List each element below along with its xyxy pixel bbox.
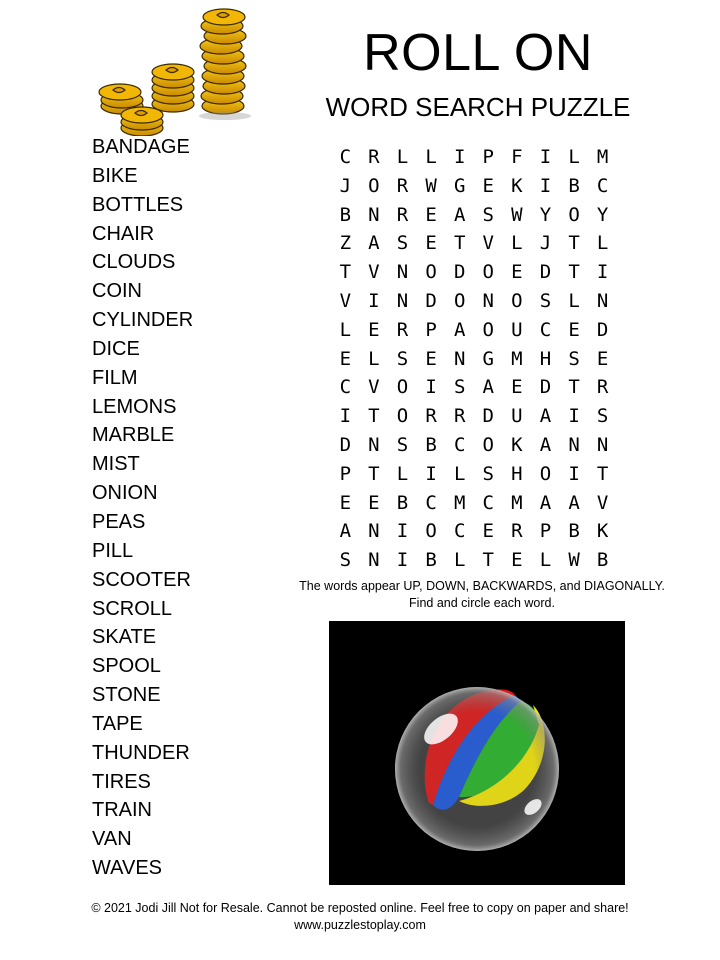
grid-letter[interactable]: T <box>453 232 466 255</box>
grid-letter[interactable]: E <box>368 318 380 341</box>
grid-letter[interactable]: N <box>368 203 380 226</box>
grid-letter[interactable]: E <box>339 347 352 370</box>
word-list-item: CYLINDER <box>92 309 194 332</box>
grid-row <box>331 229 617 258</box>
grid-row <box>331 489 617 518</box>
grid-letter[interactable]: L <box>396 146 409 168</box>
grid-letter[interactable]: A <box>453 318 466 341</box>
grid-letter[interactable]: L <box>453 549 466 572</box>
grid-letter[interactable]: K <box>596 520 609 543</box>
grid-letter[interactable]: I <box>425 462 437 485</box>
grid-letter[interactable]: L <box>539 549 552 572</box>
grid-letter[interactable]: B <box>425 549 437 572</box>
instructions-line-2: Find and circle each word. <box>409 596 555 610</box>
grid-letter[interactable]: S <box>339 549 352 572</box>
grid-letter[interactable]: Y <box>596 203 609 226</box>
grid-letter[interactable]: I <box>539 146 552 168</box>
page-title: ROLL ON <box>363 24 593 82</box>
grid-letter[interactable]: B <box>568 174 580 197</box>
grid-letter[interactable]: P <box>482 146 494 168</box>
instructions <box>288 578 676 612</box>
grid-letter[interactable]: N <box>368 433 380 456</box>
grid-letter[interactable]: S <box>396 433 409 456</box>
grid-letter[interactable]: I <box>539 174 552 197</box>
grid-letter[interactable]: M <box>596 146 609 168</box>
grid-row <box>331 460 617 489</box>
grid-letter[interactable]: B <box>596 549 609 572</box>
grid-letter[interactable]: D <box>453 261 466 284</box>
grid-letter[interactable]: E <box>425 347 437 370</box>
letter-grid <box>331 143 617 575</box>
grid-letter[interactable]: I <box>368 289 380 312</box>
grid-letter[interactable]: Y <box>539 203 552 226</box>
grid-letter[interactable]: N <box>568 433 580 456</box>
grid-row <box>331 258 617 287</box>
grid-letter[interactable]: C <box>596 174 609 197</box>
grid-letter[interactable]: S <box>396 347 409 370</box>
grid-letter[interactable]: E <box>482 174 494 197</box>
grid-letter[interactable]: E <box>511 261 523 284</box>
glass-marble-icon <box>329 621 625 885</box>
grid-letter[interactable]: L <box>453 462 466 485</box>
grid-letter[interactable]: V <box>596 491 609 514</box>
grid-letter[interactable]: V <box>482 232 494 255</box>
word-list-item: CHAIR <box>92 222 155 245</box>
grid-letter[interactable]: B <box>396 491 409 514</box>
grid-row <box>331 431 617 460</box>
grid-letter[interactable]: L <box>568 289 580 312</box>
grid-letter[interactable]: T <box>568 261 580 284</box>
grid-letter[interactable]: O <box>511 289 523 312</box>
grid-letter[interactable]: P <box>339 462 352 485</box>
grid-letter[interactable]: R <box>396 203 409 226</box>
grid-letter[interactable]: K <box>511 433 523 456</box>
grid-letter[interactable]: I <box>568 405 580 428</box>
word-list-item: DICE <box>92 337 140 360</box>
grid-row <box>331 373 617 402</box>
grid-letter[interactable]: A <box>453 203 466 226</box>
grid-letter[interactable]: A <box>539 405 552 428</box>
grid-letter[interactable]: S <box>596 405 609 428</box>
grid-letter[interactable]: W <box>425 174 437 197</box>
grid-letter[interactable]: B <box>339 203 352 226</box>
grid-letter[interactable]: E <box>482 520 494 543</box>
word-list-item: WAVES <box>92 857 163 880</box>
grid-letter[interactable]: K <box>511 174 523 197</box>
grid-letter[interactable]: O <box>482 261 494 284</box>
grid-letter[interactable]: O <box>482 433 494 456</box>
grid-letter[interactable]: I <box>396 549 409 572</box>
grid-letter[interactable]: I <box>596 261 609 284</box>
grid-letter[interactable]: M <box>511 491 523 514</box>
grid-letter[interactable]: O <box>425 520 437 543</box>
grid-letter[interactable]: D <box>482 405 494 428</box>
grid-letter[interactable]: D <box>539 261 552 284</box>
grid-letter[interactable]: N <box>396 261 409 284</box>
grid-letter[interactable]: L <box>511 232 523 255</box>
grid-letter[interactable]: O <box>368 174 380 197</box>
word-list-item: MIST <box>92 453 140 476</box>
word-list-item: PILL <box>92 539 134 562</box>
grid-letter[interactable]: T <box>568 232 580 255</box>
grid-letter[interactable]: T <box>482 549 494 572</box>
grid-letter[interactable]: J <box>539 232 552 255</box>
word-list-item: SPOOL <box>92 655 161 678</box>
grid-letter[interactable]: Z <box>339 232 352 255</box>
grid-letter[interactable]: W <box>568 549 580 572</box>
grid-letter[interactable]: R <box>368 146 380 168</box>
grid-letter[interactable]: V <box>368 261 380 284</box>
grid-letter[interactable]: L <box>568 146 580 168</box>
word-list-item: CLOUDS <box>92 251 176 274</box>
grid-letter[interactable]: T <box>568 376 580 399</box>
grid-row <box>331 546 617 575</box>
grid-letter[interactable]: P <box>539 520 552 543</box>
grid-letter[interactable]: E <box>425 232 437 255</box>
grid-letter[interactable]: S <box>396 232 409 255</box>
grid-letter[interactable]: C <box>453 433 466 456</box>
grid-letter[interactable]: R <box>453 405 466 428</box>
grid-letter[interactable]: O <box>396 376 409 399</box>
grid-row <box>331 345 617 374</box>
grid-letter[interactable]: E <box>511 549 523 572</box>
word-list-item: TRAIN <box>92 799 152 822</box>
website-link: www.puzzlestoplay.com <box>294 918 426 932</box>
grid-letter[interactable]: C <box>339 146 352 168</box>
grid-letter[interactable]: E <box>339 491 352 514</box>
grid-letter[interactable]: W <box>511 203 523 226</box>
grid-letter[interactable]: E <box>368 491 380 514</box>
word-list-item: PEAS <box>92 510 146 533</box>
grid-row <box>331 402 617 431</box>
word-list-item: COIN <box>92 280 142 303</box>
grid-letter[interactable]: V <box>368 376 380 399</box>
grid-letter[interactable]: L <box>396 462 409 485</box>
grid-row <box>331 201 617 230</box>
grid-letter[interactable]: N <box>482 289 494 312</box>
grid-row <box>331 143 617 172</box>
grid-letter[interactable]: M <box>511 347 523 370</box>
grid-letter[interactable]: O <box>539 462 552 485</box>
grid-letter[interactable]: O <box>453 289 466 312</box>
grid-letter[interactable]: N <box>596 433 609 456</box>
grid-row <box>331 517 617 546</box>
grid-letter[interactable]: M <box>453 491 466 514</box>
grid-letter[interactable]: S <box>482 462 494 485</box>
instructions-line-1: The words appear UP, DOWN, BACKWARDS, and DIAGONALLY. <box>299 579 665 593</box>
word-list-item: SKATE <box>92 626 157 649</box>
grid-letter[interactable]: F <box>511 146 523 168</box>
grid-letter[interactable]: D <box>596 318 609 341</box>
word-list-item: ONION <box>92 482 158 505</box>
word-list-item: LEMONS <box>92 395 177 418</box>
grid-letter[interactable]: I <box>396 520 409 543</box>
grid-letter[interactable]: L <box>596 232 609 255</box>
word-list-item: SCROLL <box>92 597 173 620</box>
grid-letter[interactable]: B <box>568 520 580 543</box>
word-list-item: FILM <box>92 366 138 389</box>
grid-letter[interactable]: B <box>425 433 437 456</box>
grid-letter[interactable]: A <box>539 433 552 456</box>
word-list-item: BOTTLES <box>92 193 184 216</box>
grid-letter[interactable]: O <box>482 318 494 341</box>
word-list-item: SCOOTER <box>92 568 191 591</box>
grid-letter[interactable]: S <box>453 376 466 399</box>
grid-letter[interactable]: T <box>368 462 380 485</box>
word-list-item: TAPE <box>92 712 143 735</box>
marble-image <box>329 621 625 885</box>
grid-letter[interactable]: L <box>425 146 437 168</box>
grid-letter[interactable]: A <box>339 520 352 543</box>
grid-letter[interactable]: A <box>568 491 580 514</box>
grid-letter[interactable]: I <box>425 376 437 399</box>
grid-letter[interactable]: D <box>539 376 552 399</box>
word-list-item: BIKE <box>92 164 138 187</box>
grid-letter[interactable]: H <box>511 462 523 485</box>
grid-letter[interactable]: D <box>339 433 352 456</box>
grid-row <box>331 172 617 201</box>
grid-letter[interactable]: O <box>425 261 437 284</box>
grid-letter[interactable]: N <box>368 549 380 572</box>
page-subtitle: WORD SEARCH PUZZLE <box>325 92 631 122</box>
grid-letter[interactable]: L <box>368 347 380 370</box>
grid-letter[interactable]: E <box>425 203 437 226</box>
grid-letter[interactable]: U <box>511 405 523 428</box>
grid-letter[interactable]: N <box>396 289 409 312</box>
grid-letter[interactable]: T <box>596 462 609 485</box>
grid-letter[interactable]: C <box>539 318 552 341</box>
grid-row <box>331 287 617 316</box>
stacks-of-gold-coins-icon <box>95 4 260 136</box>
grid-letter[interactable]: S <box>539 289 552 312</box>
grid-letter[interactable]: U <box>511 318 523 341</box>
grid-letter[interactable]: R <box>396 318 409 341</box>
grid-letter[interactable]: A <box>368 232 380 255</box>
grid-letter[interactable]: N <box>596 289 609 312</box>
grid-letter[interactable]: E <box>568 318 580 341</box>
word-list-item: STONE <box>92 684 161 707</box>
footer <box>0 900 720 934</box>
grid-letter[interactable]: R <box>511 520 523 543</box>
word-list-item: BANDAGE <box>92 136 190 158</box>
grid-letter[interactable]: H <box>539 347 552 370</box>
grid-letter[interactable]: S <box>482 203 494 226</box>
grid-letter[interactable]: V <box>339 289 352 312</box>
grid-letter[interactable]: O <box>568 203 580 226</box>
grid-letter[interactable]: R <box>596 376 609 399</box>
grid-letter[interactable]: A <box>482 376 494 399</box>
grid-letter[interactable]: J <box>339 174 352 197</box>
grid-letter[interactable]: E <box>511 376 523 399</box>
grid-letter[interactable]: C <box>339 376 352 399</box>
grid-letter[interactable]: C <box>482 491 494 514</box>
grid-letter[interactable]: L <box>339 318 352 341</box>
grid-letter[interactable]: S <box>568 347 580 370</box>
word-list-item: THUNDER <box>92 741 190 764</box>
grid-letter[interactable]: A <box>539 491 552 514</box>
grid-row <box>331 316 617 345</box>
grid-letter[interactable]: I <box>568 462 580 485</box>
grid-letter[interactable]: C <box>425 491 437 514</box>
grid-letter[interactable]: E <box>596 347 609 370</box>
grid-letter[interactable]: P <box>425 318 437 341</box>
word-list-item: TIRES <box>92 770 151 793</box>
word-list-item: VAN <box>92 828 132 851</box>
word-list <box>92 133 193 883</box>
grid-letter[interactable]: G <box>482 347 494 370</box>
word-list-item: MARBLE <box>92 424 175 447</box>
grid-letter[interactable]: O <box>396 405 409 428</box>
grid-letter[interactable]: R <box>396 174 409 197</box>
grid-letter[interactable]: R <box>425 405 437 428</box>
grid-letter[interactable]: N <box>368 520 380 543</box>
grid-letter[interactable]: T <box>368 405 380 428</box>
grid-letter[interactable]: N <box>453 347 466 370</box>
grid-letter[interactable]: G <box>453 174 466 197</box>
grid-letter[interactable]: D <box>425 289 437 312</box>
grid-letter[interactable]: C <box>453 520 466 543</box>
grid-letter[interactable]: I <box>453 146 466 168</box>
grid-letter[interactable]: T <box>339 261 352 284</box>
grid-letter[interactable]: I <box>339 405 352 428</box>
copyright-notice: © 2021 Jodi Jill Not for Resale. Cannot be reposted online. Feel free to copy on paper and share! <box>91 901 629 915</box>
